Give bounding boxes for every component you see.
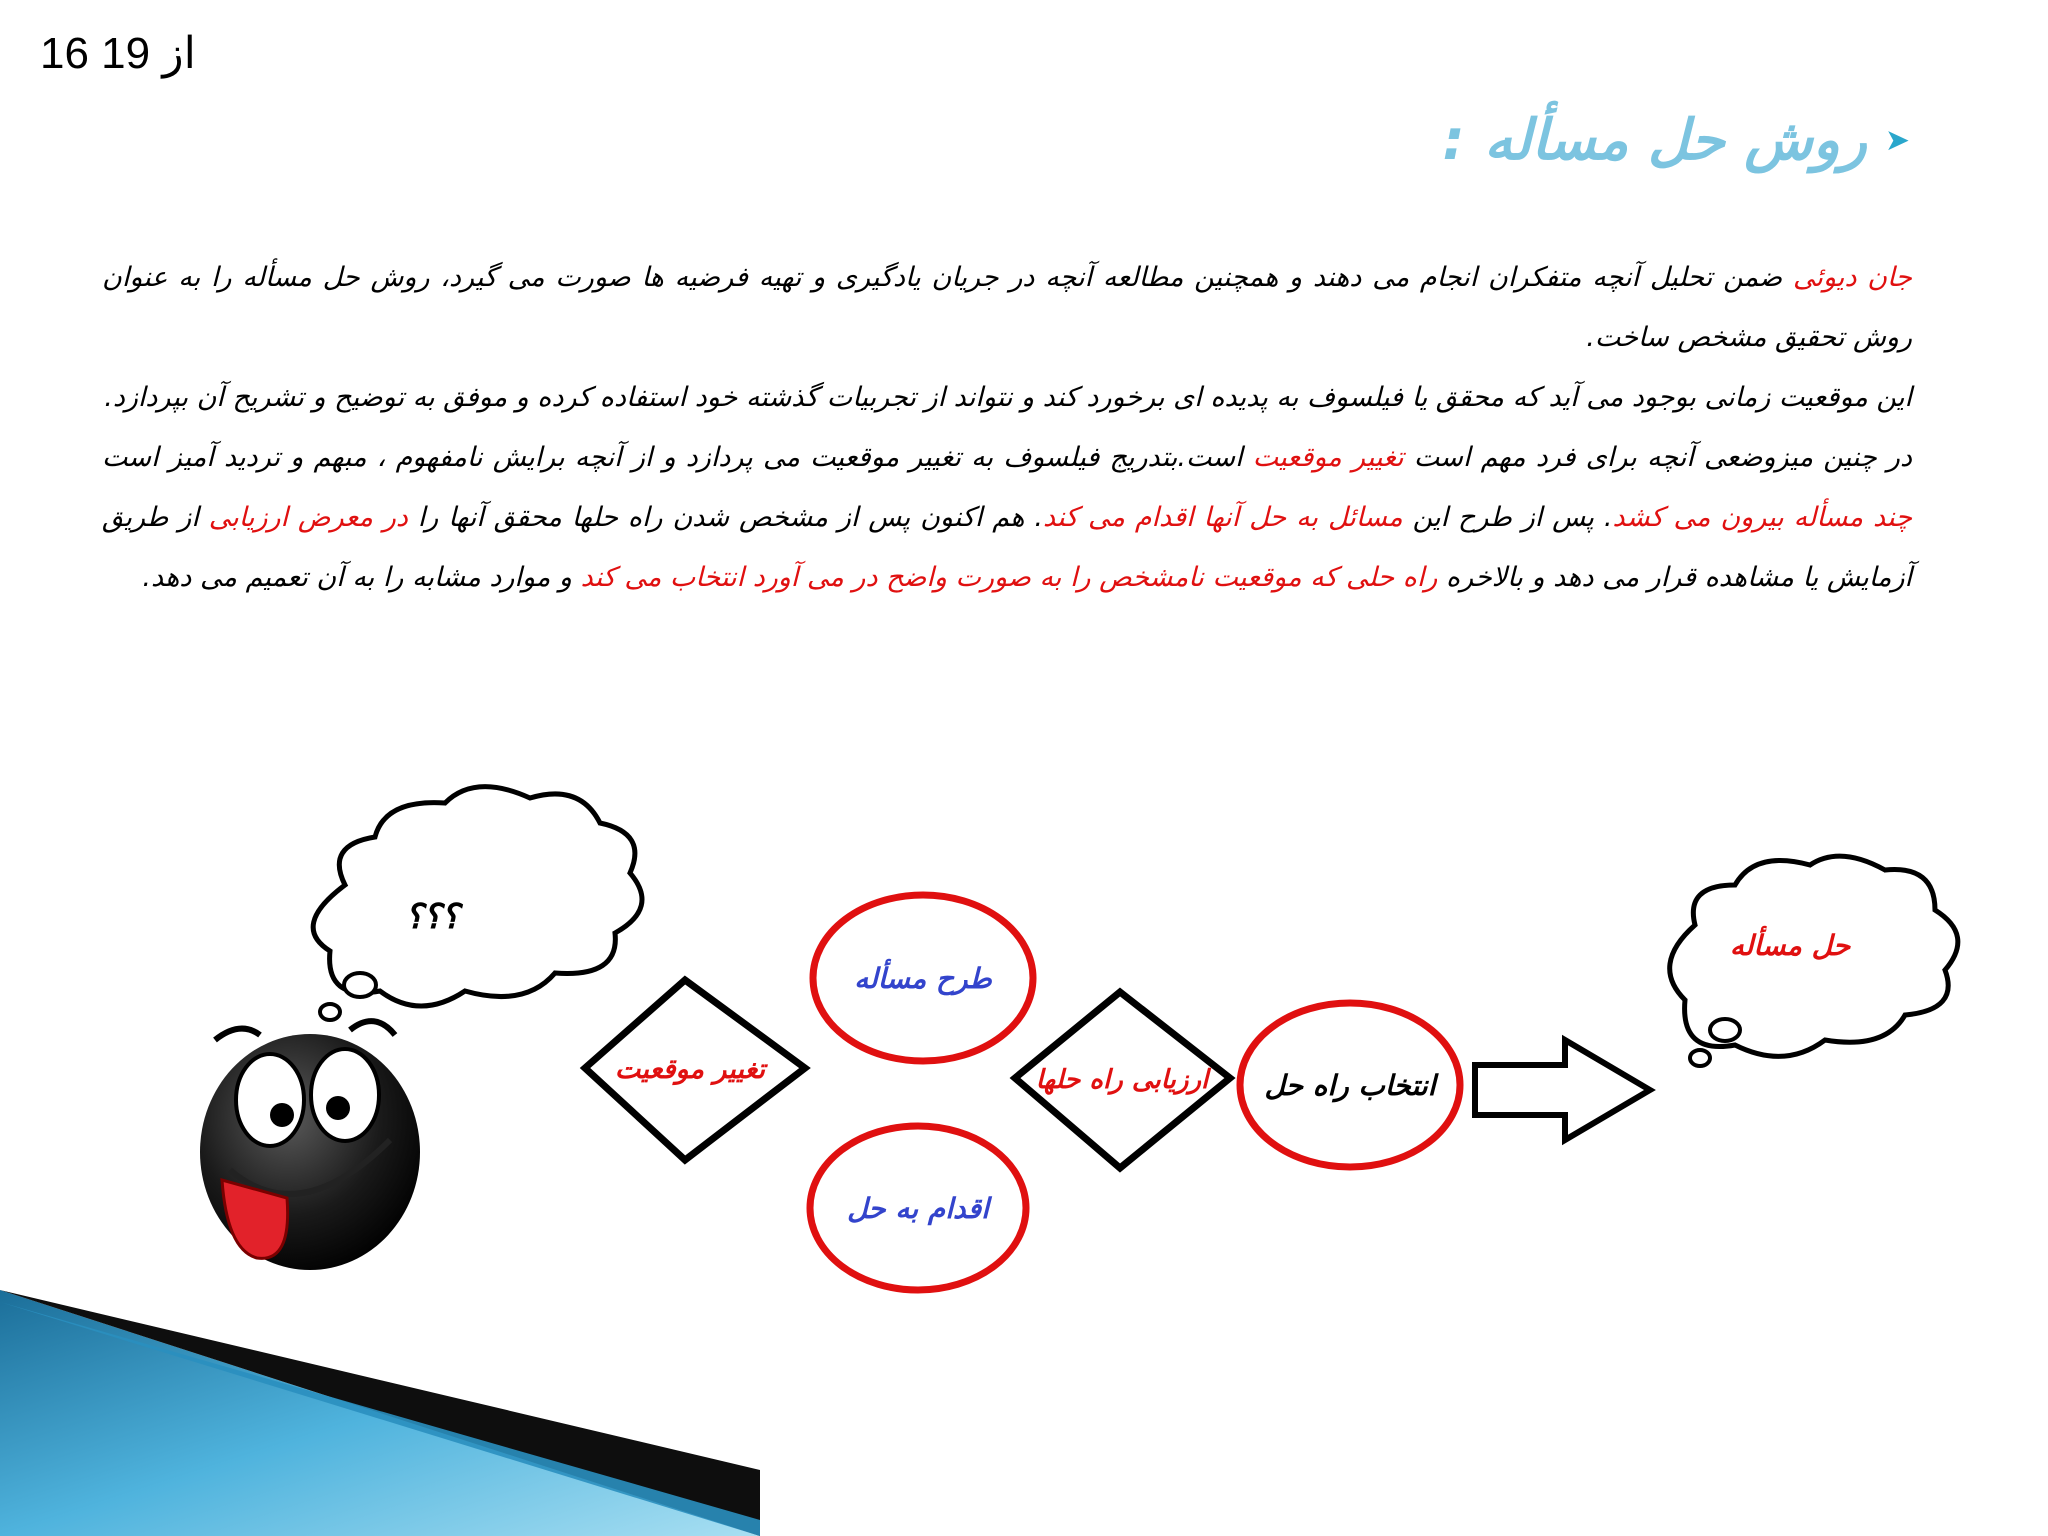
node-label: طرح مسأله bbox=[854, 962, 992, 995]
text-run: در معرض ارزیابی bbox=[208, 502, 408, 533]
arrow-right-icon bbox=[1475, 1040, 1650, 1140]
body-text bbox=[102, 248, 1912, 608]
thought-text-right: حل مسأله bbox=[1729, 929, 1851, 962]
thought-bubble-right bbox=[1670, 856, 1958, 1066]
node-change-situation bbox=[585, 980, 805, 1160]
text-run: در چنین میزوضعی آنچه برای فرد مهم است bbox=[1403, 442, 1912, 473]
text-run: چند مسأله بیرون می کشد bbox=[1612, 502, 1913, 533]
paragraph-1 bbox=[102, 248, 1912, 368]
smiley-face-icon bbox=[200, 1021, 420, 1270]
node-evaluate-solutions bbox=[1015, 992, 1230, 1168]
text-run: است.بتدریج فیلسوف به تغییر موقعیت می پردازد و از آنچه برایش نامفهوم ، مبهم و تردید آمیز است bbox=[102, 442, 1253, 473]
text-run: تغییر موقعیت bbox=[1252, 442, 1404, 473]
node-label: ارزیابی راه حلها bbox=[1035, 1065, 1209, 1095]
node-label: اقدام به حل bbox=[847, 1192, 989, 1225]
text-run: از طریق آزمایش یا مشاهده قرار می دهد و بالاخره bbox=[102, 502, 1912, 593]
node-label: انتخاب راه حل bbox=[1264, 1069, 1436, 1102]
thought-bubble-left bbox=[313, 787, 642, 1020]
text-run: این موقعیت زمانی بوجود می آید که محقق یا فیلسوف به پدیده ای برخورد کند و نتواند از تجربیات گذشته خود استفاده کرده و موفق به توضیح و تشریح آن بپردازد. bbox=[104, 382, 1912, 413]
thought-text-left: ؟؟؟ bbox=[404, 897, 460, 937]
paragraph-3 bbox=[102, 428, 1912, 608]
text-run: و موارد مشابه را به آن تعمیم می دهد. bbox=[142, 562, 581, 593]
decorative-ribbon bbox=[0, 1290, 760, 1536]
text-run: . پس از طرح این bbox=[1402, 502, 1613, 533]
text-run: . هم اکنون پس از مشخص شدن راه حلها محقق آنها را bbox=[407, 502, 1043, 533]
text-run: ضمن تحلیل آنچه متفکران انجام می دهند و همچنین مطالعه آنچه در جریان یادگیری و تهیه فرضیه ها صورت می گیرد، روش حل مسأله را به عنوان روش تحقیق مشخص ساخت. bbox=[102, 262, 1912, 353]
paragraph-2 bbox=[102, 368, 1912, 428]
node-choose-solution bbox=[1240, 1003, 1460, 1167]
slide-title-row bbox=[1442, 108, 1910, 173]
node-label: تغییر موقعیت bbox=[614, 1054, 766, 1085]
arrow-bullet-icon: ➤ bbox=[1884, 123, 1910, 158]
slide-title: روش حل مسأله : bbox=[1442, 108, 1867, 173]
text-run: مسائل به حل آنها اقدام می کند bbox=[1042, 502, 1403, 533]
page-counter: 16 از 19 bbox=[40, 29, 196, 78]
node-pose-problem bbox=[813, 895, 1033, 1061]
node-act-to-solve bbox=[810, 1126, 1026, 1290]
text-run: راه حلی که موقعیت نامشخص را به صورت واضح در می آورد انتخاب می کند bbox=[580, 562, 1438, 593]
text-run: جان دیوئی bbox=[1792, 262, 1912, 293]
